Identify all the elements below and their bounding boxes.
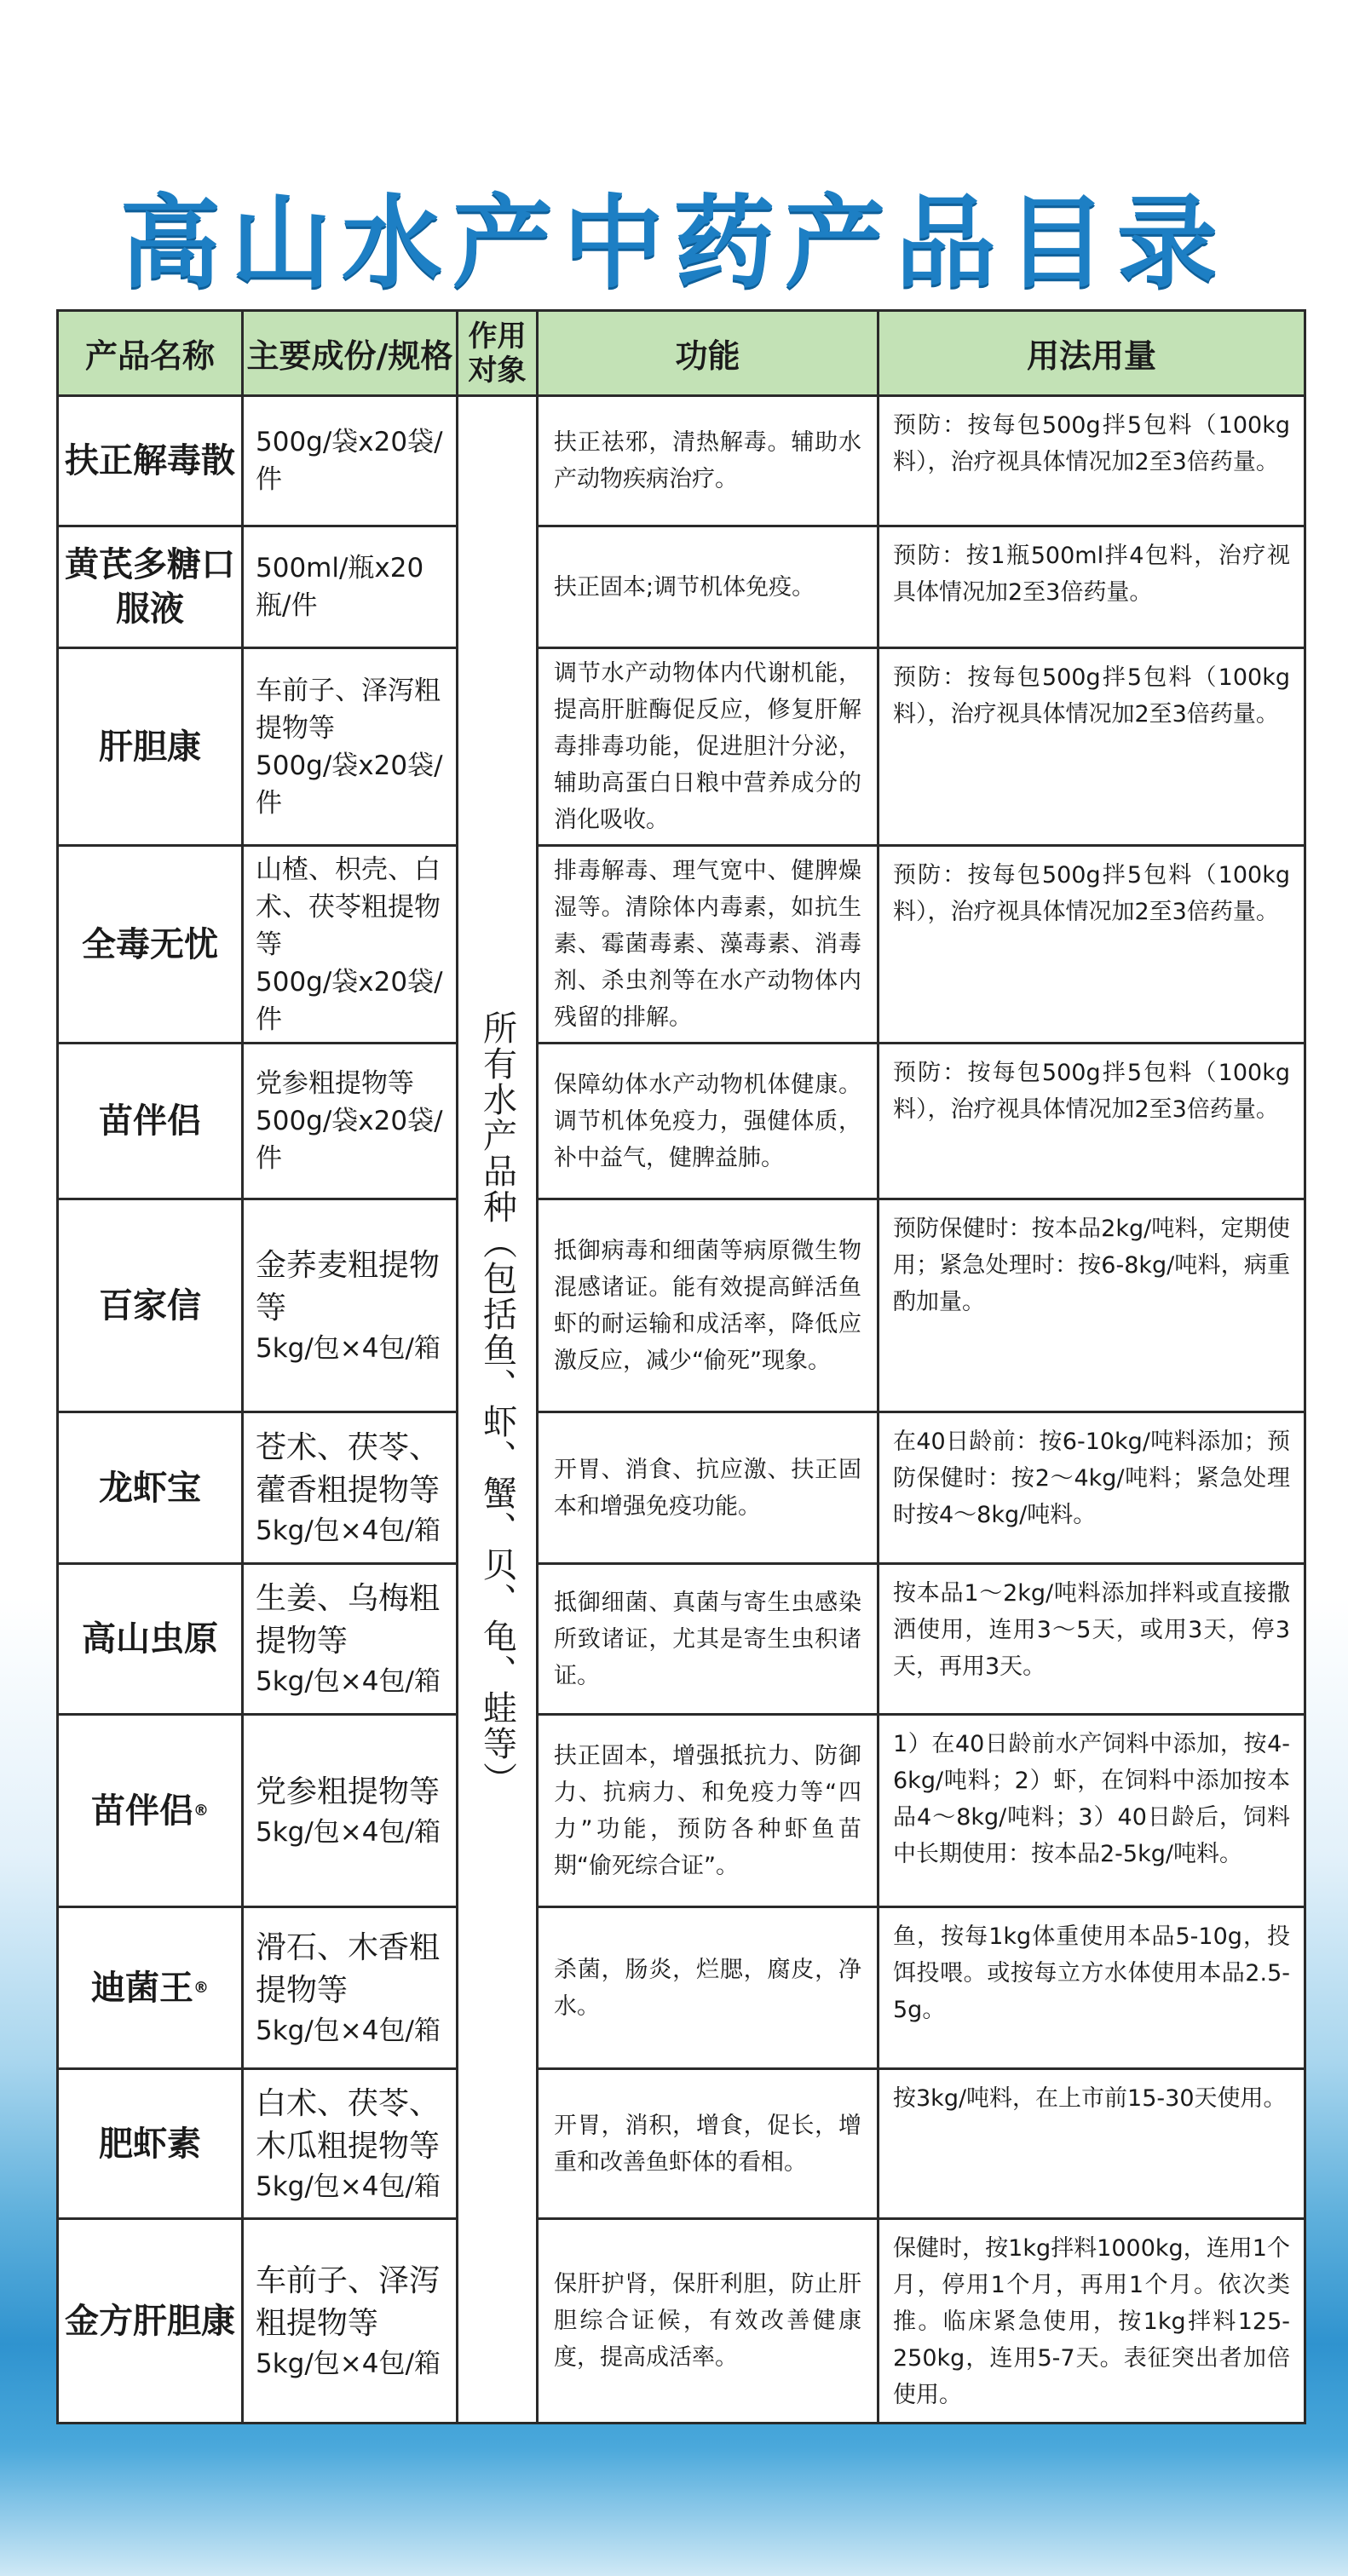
function-cell: 排毒解毒、理气宽中、健脾燥湿等。清除体内毒素，如抗生素、霉菌毒素、藻毒素、消毒剂、杀虫剂等在水产动物体内残留的排解。: [538, 846, 879, 1044]
product-name-cell: [58, 2069, 243, 2219]
function-cell: 抵御病毒和细菌等病原微生物混感诸证。能有效提高鲜活鱼虾的耐运输和成活率，降低应激反应，减少“偷死”现象。: [538, 1199, 879, 1412]
spec-ingredients: 金荞麦粗提物等: [256, 1247, 441, 1325]
product-name: 苗伴侣: [91, 1791, 193, 1831]
product-name-cell: [58, 846, 243, 1044]
spec-cell: [243, 2219, 458, 2424]
function-cell: 扶正固本;调节机体免疫。: [538, 526, 879, 648]
product-catalog-table: [56, 309, 1306, 2424]
spec-size: 500ml/瓶x20瓶/件: [256, 553, 424, 621]
spec-cell: [243, 1044, 458, 1199]
table-row: [58, 2069, 1305, 2219]
spec-size: 5kg/包×4包/箱: [256, 2348, 441, 2379]
target-cell: [458, 396, 538, 2424]
spec-ingredients: 白术、茯苓、木瓜粗提物等: [256, 2085, 441, 2164]
spec-size: 5kg/包×4包/箱: [256, 2171, 441, 2202]
usage-cell: 预防：按1瓶500ml拌4包料，治疗视具体情况加2至3倍药量。: [879, 526, 1305, 648]
usage-cell: 预防：按每包500g拌5包料（100kg料），治疗视具体情况加2至3倍药量。: [879, 396, 1305, 526]
table-header-row: [58, 311, 1305, 396]
function-cell: 抵御细菌、真菌与寄生虫感染所致诸证，尤其是寄生虫积诸证。: [538, 1564, 879, 1715]
function-cell: 保肝护肾，保肝利胆，防止肝胆综合证候，有效改善健康度，提高成活率。: [538, 2219, 879, 2424]
function-cell: 保障幼体水产动物机体健康。调节机体免疫力，强健体质，补中益气，健脾益肺。: [538, 1044, 879, 1199]
product-name: 黄芪多糖口服液: [65, 545, 235, 629]
usage-cell: 按3kg/吨料，在上市前15-30天使用。: [879, 2069, 1305, 2219]
function-cell: 开胃、消食、抗应激、扶正固本和增强免疫功能。: [538, 1412, 879, 1564]
function-cell: 开胃，消积，增食，促长，增重和改善鱼虾体的看相。: [538, 2069, 879, 2219]
table-row: [58, 846, 1305, 1044]
spec-size: 5kg/包×4包/箱: [256, 1666, 441, 1697]
spec-ingredients: 苍术、茯苓、藿香粗提物等: [256, 1429, 441, 1508]
product-name-cell: [58, 526, 243, 648]
header-function: 功能: [538, 311, 879, 396]
product-name: 扶正解毒散: [65, 441, 235, 480]
page-title: 高山水产中药产品目录: [119, 184, 1228, 302]
header-product-name: 产品名称: [58, 311, 243, 396]
spec-size: 500g/袋x20袋/件: [256, 427, 443, 495]
product-name: 肝胆康: [99, 727, 201, 767]
table-row: [58, 648, 1305, 846]
spec-cell: [243, 846, 458, 1044]
usage-cell: 预防：按每包500g拌5包料（100kg料），治疗视具体情况加2至3倍药量。: [879, 1044, 1305, 1199]
header-usage: 用法用量: [879, 311, 1305, 396]
product-name-cell: [58, 648, 243, 846]
spec-size: 5kg/包×4包/箱: [256, 1515, 441, 1546]
product-name-cell: [58, 396, 243, 526]
product-name: 龙虾宝: [99, 1468, 201, 1508]
registered-mark: ®: [193, 1801, 209, 1820]
spec-size: 500g/袋x20袋/件: [256, 750, 443, 819]
spec-cell: [243, 1715, 458, 1907]
spec-ingredients: 车前子、泽泻粗提物等: [256, 2263, 441, 2341]
table-row: [58, 1044, 1305, 1199]
spec-size: 5kg/包×4包/箱: [256, 1816, 441, 1848]
product-name-cell: [58, 2219, 243, 2424]
spec-ingredients: 生姜、乌梅粗提物等: [256, 1581, 441, 1659]
product-name-cell: [58, 1715, 243, 1907]
product-name: 高山虫原: [82, 1619, 218, 1659]
product-name: 百家信: [99, 1285, 201, 1325]
spec-ingredients: 滑石、木香粗提物等: [256, 1929, 441, 2008]
usage-cell: 按本品1～2kg/吨料添加拌料或直接撒洒使用，连用3～5天，或用3天，停3天，再用3天。: [879, 1564, 1305, 1715]
product-name-cell: [58, 1044, 243, 1199]
table-row: [58, 2219, 1305, 2424]
usage-cell: 1）在40日龄前水产饲料中添加，按4-6kg/吨料；2）虾，在饲料中添加按本品4～8kg/吨料；3）40日龄后，饲料中长期使用：按本品2-5kg/吨料。: [879, 1715, 1305, 1907]
spec-ingredients: 山楂、枳壳、白术、茯苓粗提物等: [256, 854, 441, 960]
function-cell: 杀菌，肠炎，烂腮，腐皮，净水。: [538, 1907, 879, 2069]
table-row: [58, 1907, 1305, 2069]
product-name-cell: [58, 1199, 243, 1412]
table-row: [58, 1564, 1305, 1715]
usage-cell: 预防保健时：按本品2kg/吨料，定期使用；紧急处理时：按6-8kg/吨料，病重酌加量。: [879, 1199, 1305, 1412]
product-name-cell: [58, 1907, 243, 2069]
usage-cell: 预防：按每包500g拌5包料（100kg料），治疗视具体情况加2至3倍药量。: [879, 846, 1305, 1044]
spec-size: 500g/袋x20袋/件: [256, 966, 443, 1035]
usage-cell: 在40日龄前：按6-10kg/吨料添加；预防保健时：按2～4kg/吨料；紧急处理时按4～8kg/吨料。: [879, 1412, 1305, 1564]
spec-cell: [243, 1907, 458, 2069]
target-text: 所有水产品种（包括鱼、虾、蟹、贝、龟、蛙等）: [477, 1010, 517, 1797]
table-row: [58, 526, 1305, 648]
spec-cell: [243, 1564, 458, 1715]
header-target: 作用对象: [458, 311, 538, 396]
product-name-cell: [58, 1564, 243, 1715]
spec-cell: [243, 2069, 458, 2219]
product-name: 全毒无忧: [82, 924, 218, 964]
usage-cell: 预防：按每包500g拌5包料（100kg料），治疗视具体情况加2至3倍药量。: [879, 648, 1305, 846]
usage-cell: 鱼，按每1kg体重使用本品5-10g，投饵投喂。或按每立方水体使用本品2.5-5g。: [879, 1907, 1305, 2069]
spec-ingredients: 党参粗提物等: [256, 1774, 441, 1809]
spec-size: 5kg/包×4包/箱: [256, 1332, 441, 1364]
spec-cell: [243, 648, 458, 846]
function-cell: 扶正固本，增强抵抗力、防御力、抗病力、和免疫力等“四力”功能，预防各种虾鱼苗期“偷死综合证”。: [538, 1715, 879, 1907]
spec-ingredients: 车前子、泽泻粗提物等: [256, 675, 441, 744]
spec-size: 5kg/包×4包/箱: [256, 2015, 441, 2046]
product-name: 苗伴侣: [99, 1101, 201, 1141]
product-name: 肥虾素: [99, 2124, 201, 2164]
table-row: [58, 1412, 1305, 1564]
spec-cell: [243, 1199, 458, 1412]
spec-size: 500g/袋x20袋/件: [256, 1106, 443, 1174]
registered-mark: ®: [193, 1978, 209, 1997]
spec-cell: [243, 1412, 458, 1564]
spec-cell: [243, 526, 458, 648]
header-spec: 主要成份/规格: [243, 311, 458, 396]
table-row: [58, 396, 1305, 526]
function-cell: 调节水产动物体内代谢机能，提高肝脏酶促反应，修复肝解毒排毒功能，促进胆汁分泌，辅助高蛋白日粮中营养成分的消化吸收。: [538, 648, 879, 846]
table-row: [58, 1199, 1305, 1412]
spec-cell: [243, 396, 458, 526]
product-name: 迪菌王: [91, 1968, 193, 2008]
product-name-cell: [58, 1412, 243, 1564]
function-cell: 扶正祛邪，清热解毒。辅助水产动物疾病治疗。: [538, 396, 879, 526]
spec-ingredients: 党参粗提物等: [256, 1068, 414, 1099]
product-name: 金方肝胆康: [65, 2301, 235, 2341]
usage-cell: 保健时，按1kg拌料1000kg，连用1个月，停用1个月，再用1个月。依次类推。临床紧急使用，按1kg拌料125-250kg，连用5-7天。表征突出者加倍使用。: [879, 2219, 1305, 2424]
table-row: [58, 1715, 1305, 1907]
